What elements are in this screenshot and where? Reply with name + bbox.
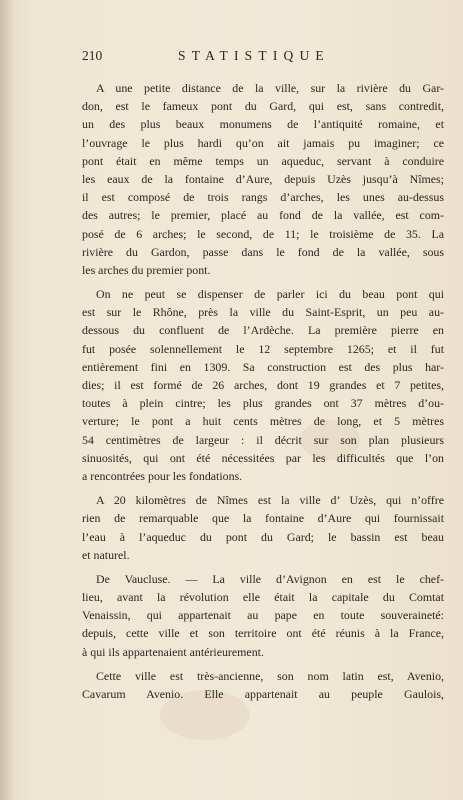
- page-number: 210: [82, 48, 103, 63]
- text-line: verture; le pont a huit cents mètres de long, et 5 mètres: [82, 414, 444, 429]
- text-line: don, est le fameux pont du Gard, qui est, sans contredit,: [82, 99, 444, 114]
- text-line: Cavarum Avenio. Elle appartenait au peuple Gaulois,: [82, 687, 444, 701]
- text-line: A 20 kilomètres de Nîmes est la ville d’ Uzès, qui n’offre: [96, 493, 444, 508]
- text-line: depuis, cette ville et son territoire ont été réunis à la France,: [82, 626, 444, 641]
- text-line: les arches du premier pont.: [82, 262, 211, 277]
- text-line: fut posée solennellement le 12 septembre 1265; et il fut: [82, 341, 444, 356]
- text-line: les eaux de la fontaine d’Aure, depuis Uzès jusqu’à Nîmes;: [82, 171, 444, 186]
- text-line: lieu, avant la révolution elle était la capitale du Comtat: [82, 590, 444, 605]
- running-title: STATISTIQUE: [178, 48, 330, 63]
- text-line: il est composé de trois rangs d’arches, les unes au-dessus: [82, 190, 444, 205]
- paragraph: [82, 79, 444, 279]
- page-header: [82, 48, 434, 66]
- text-line: l’ouvrage le plus hardi qu’on ait jamais pu imaginer; ce: [82, 135, 444, 150]
- text-line: rien de remarquable que la fontaine d’Aure qui fournissait: [82, 511, 444, 526]
- text-line: dies; il est formé de 26 arches, dont 19 grandes et 7 petites,: [82, 378, 444, 392]
- text-line: rivière du Gardon, passe dans le fond de la vallée, sous: [82, 244, 444, 259]
- paragraph: [82, 285, 444, 485]
- text-line: posé de 6 arches; le second, de 11; le troisième de 35. La: [82, 226, 444, 241]
- text-line: Cette ville est très-ancienne, son nom latin est, Avenio,: [96, 668, 444, 683]
- text-line: à qui ils appartenaient antérieurement.: [82, 644, 264, 659]
- text-line: toutes à plein cintre; les plus grandes ont 37 mètres d’ou-: [82, 396, 444, 411]
- text-line: On ne peut se dispenser de parler ici du beau pont qui: [96, 287, 444, 302]
- paragraph: [82, 570, 444, 661]
- text-line: a rencontrées pour les fondations.: [82, 468, 243, 483]
- body-text: [82, 79, 444, 703]
- text-line: des autres; le premier, placé au fond de la vallée, est com-: [82, 208, 444, 223]
- text-line: l’eau à l’aqueduc du pont du Gard; le bassin est beau: [82, 529, 444, 544]
- text-line: Venaissin, qui appartenait au pape en toute souveraineté:: [82, 608, 444, 623]
- text-line: dessous du confluent de l’Ardèche. La première pierre en: [82, 323, 444, 338]
- text-line: sinuosités, qui ont été nécessitées par les difficultés que l’on: [82, 450, 444, 465]
- text-line: 54 centimètres de largeur : il décrit sur son plan plusieurs: [82, 432, 444, 447]
- text-line: est sur le Rhône, près la ville du Saint-Esprit, un peu au-: [82, 305, 444, 320]
- text-line: pont était en même temps un aqueduc, servant à conduire: [82, 153, 444, 168]
- text-line: un des plus beaux monumens de l’antiquité romaine, et: [82, 117, 444, 132]
- gutter-shadow: [0, 0, 14, 800]
- paragraph: [82, 667, 444, 703]
- text-line: De Vaucluse. — La ville d’Avignon en est le chef-: [96, 571, 444, 586]
- paragraph: [82, 491, 444, 564]
- text-line: A une petite distance de la ville, sur la rivière du Gar-: [96, 81, 444, 95]
- text-line: entièrement fini en 1309. Sa construction est des plus har-: [82, 359, 444, 374]
- text-line: et naturel.: [82, 547, 130, 562]
